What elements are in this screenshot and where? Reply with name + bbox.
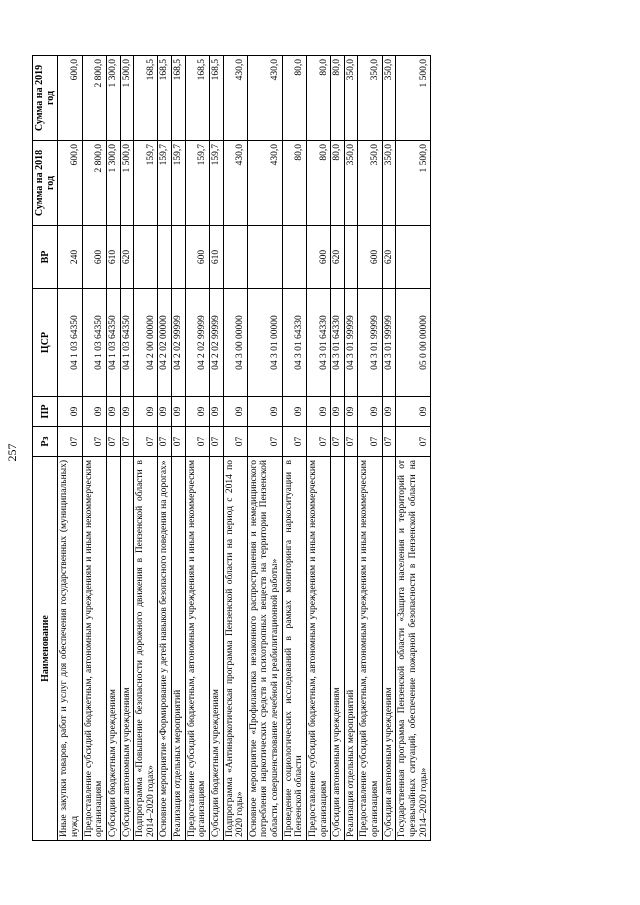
table-row [331,56,345,841]
cell-sum-2018: 350,0 [344,141,358,226]
cell-csr: 04 3 01 99999 [382,289,396,397]
table-row [247,56,282,841]
cell-sum-2018: 350,0 [382,141,396,226]
table-row [209,56,223,841]
col-header-vr: ВР [33,226,58,289]
cell-sum-2019: 80,0 [306,56,330,141]
cell-csr: 04 2 00 00000 [134,289,158,397]
cell-csr: 04 3 00 00000 [223,289,247,397]
cell-rz: 07 [172,427,186,457]
cell-pr: 09 [172,397,186,427]
cell-sum-2019: 350,0 [358,56,382,141]
cell-pr: 09 [344,397,358,427]
cell-rz: 07 [382,427,396,457]
cell-vr [344,226,358,289]
table-row [358,56,382,841]
cell-csr: 04 1 03 64350 [58,289,82,397]
cell-sum-2019: 168,5 [185,56,209,141]
cell-csr: 04 2 02 99999 [185,289,209,397]
table-row [58,56,82,841]
cell-vr: 600 [82,226,106,289]
cell-sum-2019: 350,0 [382,56,396,141]
cell-pr: 09 [134,397,158,427]
cell-sum-2019: 1 500,0 [120,56,134,141]
cell-sum-2019: 600,0 [58,56,82,141]
cell-sum-2018: 2 800,0 [82,141,106,226]
header-row [33,56,58,841]
table-row [282,56,306,841]
cell-sum-2018: 350,0 [358,141,382,226]
col-header-sum-2018: Сумма на 2018 год [33,141,58,226]
cell-sum-2019: 430,0 [247,56,282,141]
table-row [82,56,106,841]
cell-csr: 04 3 01 64330 [282,289,306,397]
cell-pr: 09 [282,397,306,427]
cell-name: Основное мероприятие «Профилактика незаконного распространения и немедицинского потребления наркотических средств и психотропных веществ на территории Пензенской области, совершенствование лечебной и реабилитационной работы» [247,457,282,841]
cell-pr: 09 [158,397,172,427]
cell-name: Реализация отдельных мероприятий [344,457,358,841]
cell-rz: 07 [134,427,158,457]
cell-csr: 04 3 01 64330 [306,289,330,397]
cell-sum-2018: 80,0 [331,141,345,226]
cell-csr: 04 1 03 64350 [120,289,134,397]
cell-name: Предоставление субсидий бюджетным, автономным учреждениям и иным некоммерческим организациям [185,457,209,841]
cell-csr: 04 3 01 99999 [358,289,382,397]
cell-sum-2019: 1 500,0 [396,56,431,141]
cell-rz: 07 [158,427,172,457]
cell-rz: 07 [331,427,345,457]
table-row [158,56,172,841]
cell-pr: 09 [358,397,382,427]
col-header-rz: Рз [33,427,58,457]
cell-name: Подпрограмма «Антинаркотическая программа Пензенской области на период с 2014 по 2020 годы» [223,457,247,841]
cell-csr: 04 3 01 64330 [331,289,345,397]
table-row [134,56,158,841]
cell-pr: 09 [306,397,330,427]
cell-vr [396,226,431,289]
cell-sum-2018: 159,7 [172,141,186,226]
cell-rz: 07 [247,427,282,457]
cell-rz: 07 [358,427,382,457]
table-row [396,56,431,841]
cell-sum-2019: 168,5 [172,56,186,141]
cell-pr: 09 [396,397,431,427]
cell-sum-2019: 430,0 [223,56,247,141]
table-row [106,56,120,841]
cell-vr: 610 [106,226,120,289]
cell-vr: 610 [209,226,223,289]
cell-sum-2018: 430,0 [247,141,282,226]
cell-pr: 09 [382,397,396,427]
cell-pr: 09 [209,397,223,427]
cell-sum-2019: 168,5 [209,56,223,141]
cell-sum-2019: 2 800,0 [82,56,106,141]
cell-sum-2019: 80,0 [282,56,306,141]
cell-name: Реализация отдельных мероприятий [172,457,186,841]
cell-sum-2018: 159,7 [134,141,158,226]
cell-name: Подпрограмма «Повышение безопасности дорожного движения в Пензенской области в 2014–2020 годах» [134,457,158,841]
cell-sum-2018: 159,7 [185,141,209,226]
col-header-sum-2019: Сумма на 2019 год [33,56,58,141]
col-header-pr: ПР [33,397,58,427]
cell-sum-2019: 168,5 [134,56,158,141]
table-row [382,56,396,841]
cell-sum-2019: 350,0 [344,56,358,141]
cell-name: Субсидии бюджетным учреждениям [209,457,223,841]
cell-sum-2018: 159,7 [158,141,172,226]
cell-sum-2018: 430,0 [223,141,247,226]
cell-pr: 09 [223,397,247,427]
cell-vr: 620 [331,226,345,289]
cell-csr: 04 2 02 99999 [209,289,223,397]
cell-pr: 09 [82,397,106,427]
cell-name: Предоставление субсидий бюджетным, автономным учреждениям и иным некоммерческим организациям [306,457,330,841]
cell-pr: 09 [247,397,282,427]
cell-name: Государственная программа Пензенской области «Защита населения и территорий от чрезвычайных ситуаций, обеспечение пожарной безопасности в Пензенской области на 2014–2020 годы» [396,457,431,841]
cell-vr: 240 [58,226,82,289]
budget-table [32,55,431,841]
cell-rz: 07 [82,427,106,457]
cell-csr: 04 2 02 99999 [172,289,186,397]
cell-rz: 07 [106,427,120,457]
cell-csr: 05 0 00 00000 [396,289,431,397]
cell-sum-2019: 1 300,0 [106,56,120,141]
table-row [185,56,209,841]
cell-sum-2018: 159,7 [209,141,223,226]
cell-csr: 04 2 02 00000 [158,289,172,397]
cell-sum-2018: 600,0 [58,141,82,226]
table-row [306,56,330,841]
cell-vr: 600 [358,226,382,289]
cell-sum-2018: 1 500,0 [396,141,431,226]
cell-name: Субсидии автономным учреждениям [331,457,345,841]
cell-pr: 09 [58,397,82,427]
cell-rz: 07 [185,427,209,457]
cell-sum-2019: 168,5 [158,56,172,141]
cell-name: Субсидии бюджетным учреждениям [106,457,120,841]
cell-sum-2018: 80,0 [282,141,306,226]
cell-name: Предоставление субсидий бюджетным, автономным учреждениям и иным некоммерческим организациям [82,457,106,841]
cell-pr: 09 [185,397,209,427]
cell-vr: 600 [185,226,209,289]
cell-vr [247,226,282,289]
cell-name: Предоставление субсидий бюджетным, автономным учреждениям и иным некоммерческим организациям [358,457,382,841]
cell-sum-2018: 1 300,0 [106,141,120,226]
cell-rz: 07 [396,427,431,457]
cell-csr: 04 1 03 64350 [106,289,120,397]
cell-name: Проведение социологических исследований в рамках мониторинга наркоситуации в Пензенской области [282,457,306,841]
cell-name: Основное мероприятие «Формирование у детей навыков безопасного поведения на дорогах» [158,457,172,841]
cell-sum-2019: 80,0 [331,56,345,141]
cell-csr: 04 3 01 99999 [344,289,358,397]
cell-pr: 09 [120,397,134,427]
cell-vr: 600 [306,226,330,289]
cell-sum-2018: 1 500,0 [120,141,134,226]
cell-rz: 07 [344,427,358,457]
col-header-csr: ЦСР [33,289,58,397]
col-header-name: Наименование [33,457,58,841]
cell-rz: 07 [58,427,82,457]
cell-rz: 07 [223,427,247,457]
cell-rz: 07 [282,427,306,457]
cell-pr: 09 [106,397,120,427]
cell-csr: 04 1 03 64350 [82,289,106,397]
cell-csr: 04 3 01 00000 [247,289,282,397]
table-row [223,56,247,841]
cell-pr: 09 [331,397,345,427]
cell-sum-2018: 80,0 [306,141,330,226]
cell-rz: 07 [120,427,134,457]
cell-name: Субсидии автономным учреждениям [120,457,134,841]
cell-rz: 07 [209,427,223,457]
cell-vr [172,226,186,289]
page-number: 257 [5,443,19,462]
cell-vr: 620 [120,226,134,289]
table-row [172,56,186,841]
cell-name: Иные закупки товаров, работ и услуг для обеспечения государственных (муниципальных) нужд [58,457,82,841]
cell-rz: 07 [306,427,330,457]
table-row [120,56,134,841]
cell-vr [158,226,172,289]
cell-vr [134,226,158,289]
cell-vr [282,226,306,289]
table-row [344,56,358,841]
cell-vr [223,226,247,289]
cell-vr: 620 [382,226,396,289]
cell-name: Субсидии автономным учреждениям [382,457,396,841]
